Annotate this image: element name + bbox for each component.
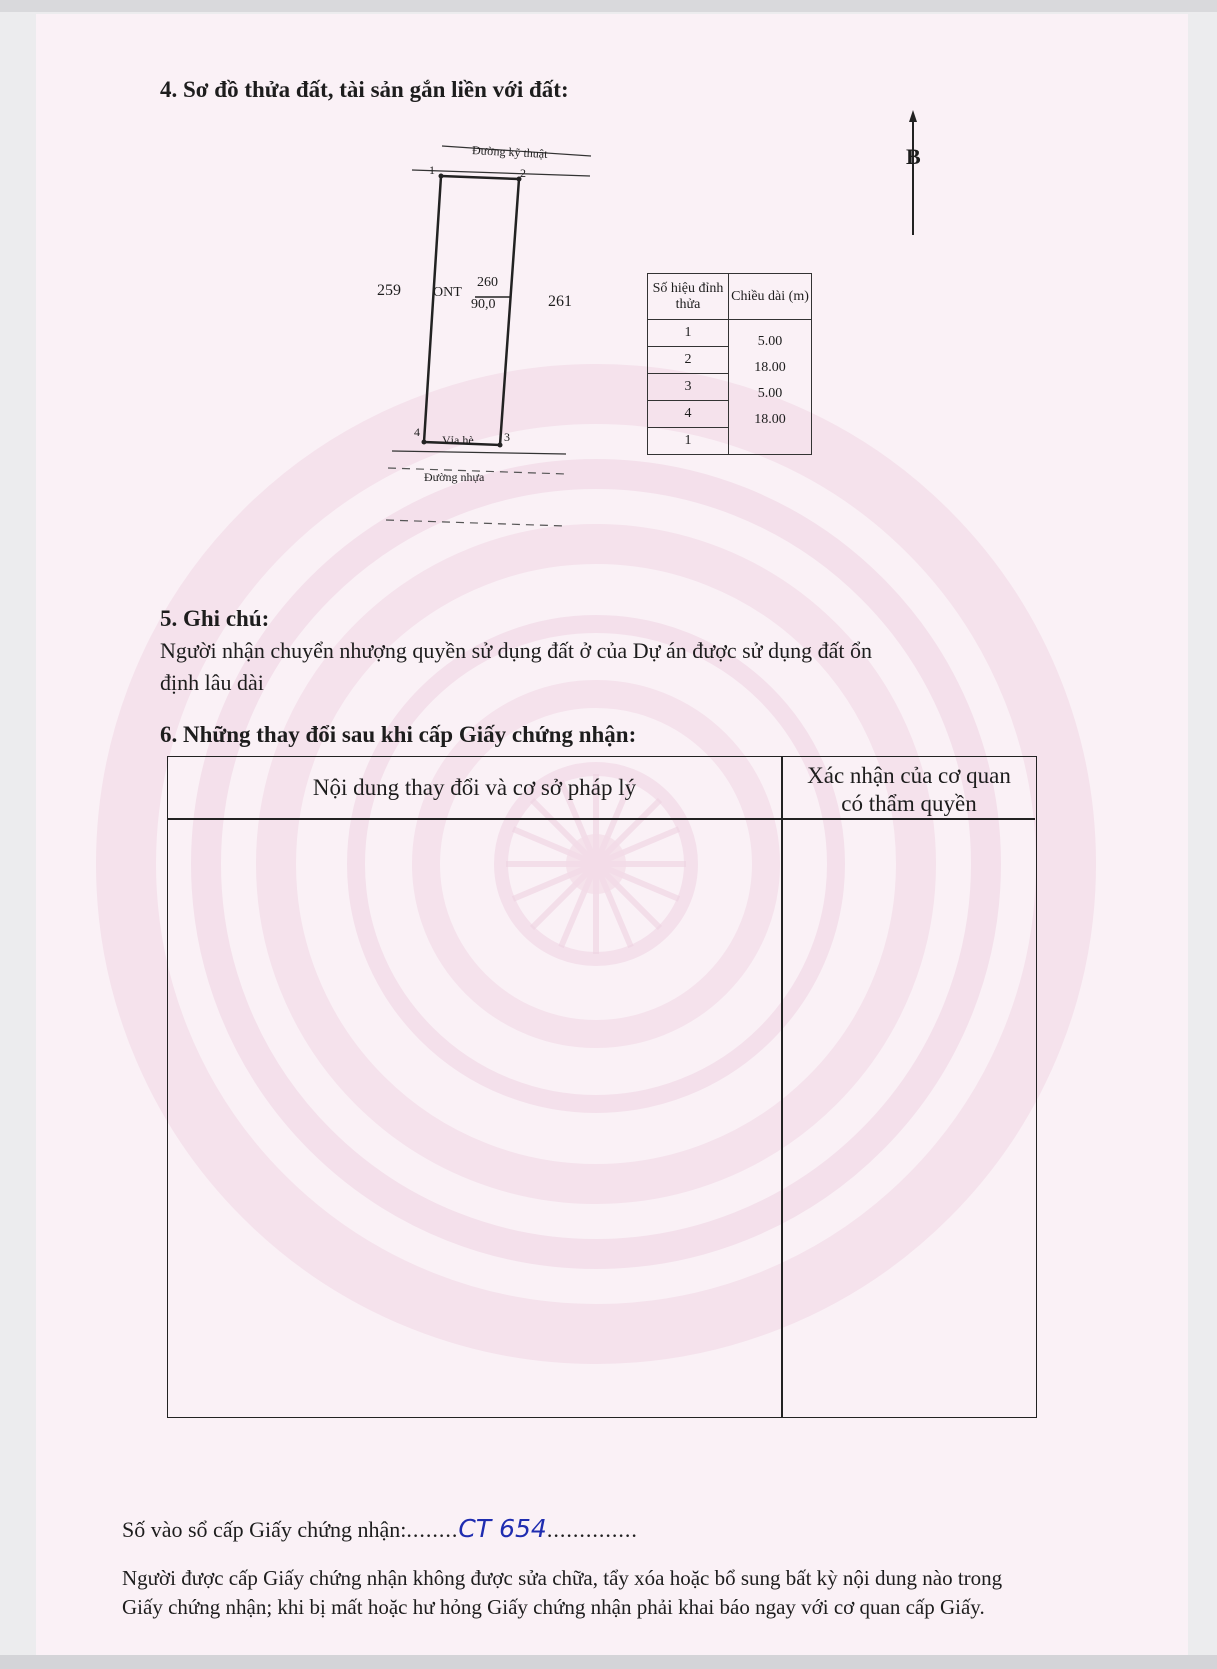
table-vertex-cell: 1 xyxy=(648,428,729,455)
neighbor-parcel-left: 259 xyxy=(377,282,401,299)
certificate-page xyxy=(36,14,1188,1656)
length-cell xyxy=(729,320,812,455)
length-value: 5.00 xyxy=(757,334,783,349)
section-4-title: 4. Sơ đồ thửa đất, tài sản gắn liền với đất: xyxy=(160,77,569,102)
length-value: 18.00 xyxy=(754,412,786,427)
header-divider xyxy=(168,818,1035,820)
vertex-3-label: 3 xyxy=(504,430,510,444)
parcel-sketch xyxy=(376,134,616,534)
authority-confirmation-header xyxy=(783,762,1035,818)
parcel-number: 260 xyxy=(477,275,498,290)
section-5-title: 5. Ghi chú: xyxy=(160,606,270,631)
neighbor-parcel-right: 261 xyxy=(548,293,572,310)
register-number-label: Số vào sổ cấp Giấy chứng nhận: xyxy=(122,1517,407,1542)
road-top-label: Đường kỹ thuật xyxy=(471,143,548,161)
note-line-1: Người nhận chuyển nhượng quyền sử dụng đất ở của Dự án được sử dụng đất ổn xyxy=(160,638,872,663)
vertex-1-label: 1 xyxy=(429,163,435,177)
changes-content-header: Nội dung thay đổi và cơ sở pháp lý xyxy=(312,775,637,800)
warning-line-1: Người được cấp Giấy chứng nhận không được sửa chữa, tẩy xóa hoặc bổ sung bất kỳ nội dung nào trong xyxy=(122,1566,1003,1590)
length-value: 18.00 xyxy=(754,360,786,375)
length-column-header: Chiều dài (m) xyxy=(729,274,812,320)
road-bottom-label: Đường nhựa xyxy=(424,470,485,484)
vertex-column-header: Số hiệu đỉnh thửa xyxy=(648,274,729,320)
authority-header-line-1: Xác nhận của cơ quan xyxy=(807,763,1011,788)
authority-header-line-2: có thẩm quyền xyxy=(841,791,977,816)
sidewalk-label: Vỉa hè xyxy=(442,433,474,447)
vertex-4-label: 4 xyxy=(414,425,420,439)
north-arrow-icon xyxy=(898,110,928,240)
note-line-2: định lâu dài xyxy=(160,670,264,695)
viewer-bottom-bar xyxy=(0,1655,1217,1669)
register-number-value: CT 654 xyxy=(458,1514,547,1543)
table-vertex-cell: 4 xyxy=(648,401,729,428)
changes-table xyxy=(167,756,1037,1418)
column-divider xyxy=(781,757,783,1417)
section-6-title: 6. Những thay đổi sau khi cấp Giấy chứng nhận: xyxy=(160,722,637,747)
table-vertex-cell: 2 xyxy=(648,347,729,374)
viewer-top-bar xyxy=(0,0,1217,12)
vertex-2-label: 2 xyxy=(520,166,526,180)
warning-line-2: Giấy chứng nhận; khi bị mất hoặc hư hỏng Giấy chứng nhận phải khai báo ngay với cơ quan cấp Giấy. xyxy=(122,1595,985,1619)
land-type-code: ONT xyxy=(433,285,462,300)
parcel-area: 90,0 xyxy=(471,297,496,312)
register-number-row: Số vào sổ cấp Giấy chứng nhận:........CT 654.............. xyxy=(122,1514,638,1543)
table-vertex-cell: 3 xyxy=(648,374,729,401)
vertex-length-table xyxy=(647,273,812,455)
north-label: B xyxy=(906,144,921,169)
table-vertex-cell: 1 xyxy=(648,320,729,347)
length-value: 5.00 xyxy=(757,386,783,401)
